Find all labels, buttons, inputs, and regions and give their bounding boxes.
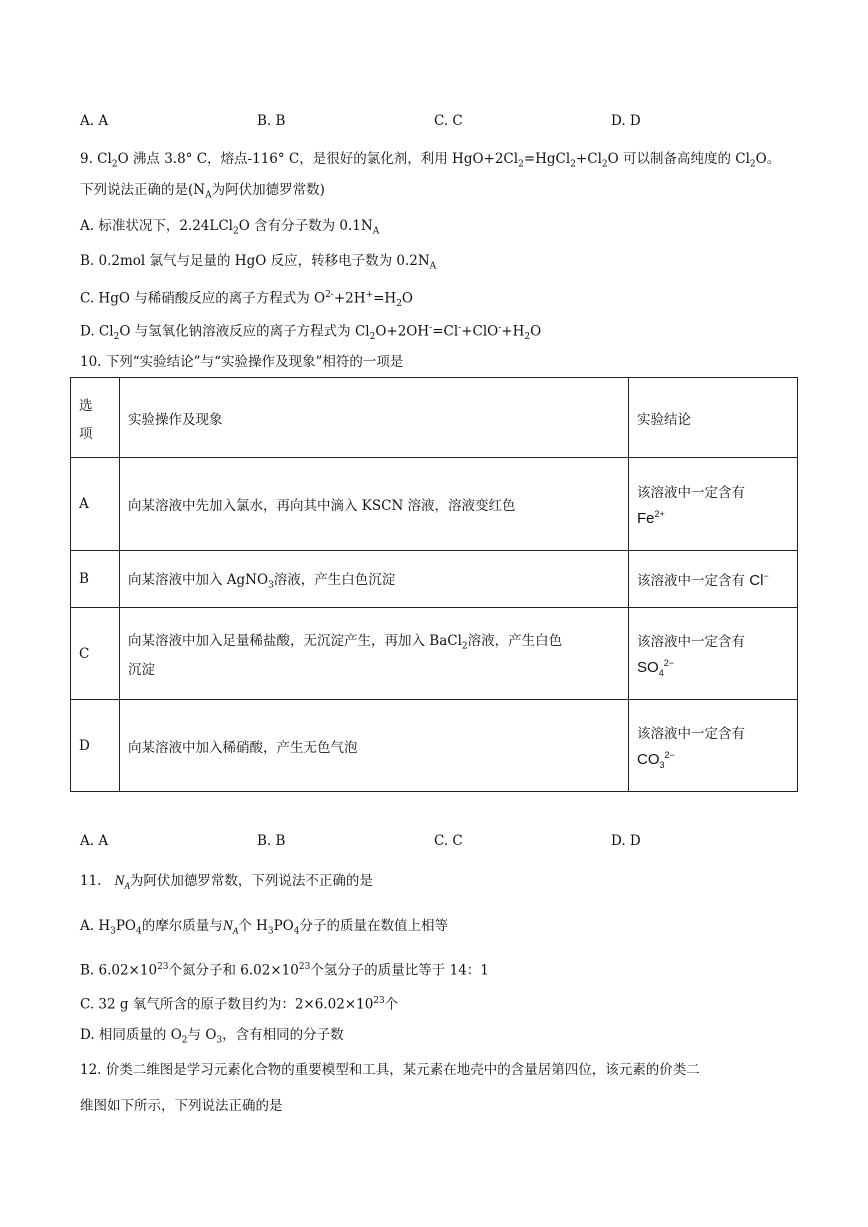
q12-stem-line1: 12. 价类二维图是学习元素化合物的重要模型和工具，某元素在地壳中的含量居第四位，该元素的价类二 xyxy=(80,1062,700,1078)
row-conclusion xyxy=(629,608,798,700)
row-option: A xyxy=(71,458,120,551)
table-row xyxy=(71,458,798,551)
conclusion-text: 该溶液中一定含有 xyxy=(637,725,745,742)
q10-stem: 10. 下列“实验结论”与“实验操作及现象”相符的一项是 xyxy=(80,354,404,370)
ion-formula: Cl− xyxy=(749,571,769,589)
q10-option-b: B. B xyxy=(257,833,286,849)
row-operation: 向某溶液中加入 AgNO$_3$溶液，产生白色沉淀 xyxy=(120,551,629,608)
operation-line2: 沉淀 xyxy=(128,661,155,678)
q10-option-c: C. C xyxy=(434,833,463,849)
row-conclusion xyxy=(629,700,798,792)
q9-option-d: D. $Cl_2O$ 与氢氧化钠溶液反应的离子方程式为 $Cl_2O+2OH^-=Cl^-+ClO^-+H_2O$ xyxy=(80,323,542,343)
header-option-char2: 项 xyxy=(79,425,93,442)
q8-options xyxy=(80,113,800,133)
table-row xyxy=(71,608,798,700)
table-row xyxy=(71,700,798,792)
q8-option-c: C. C xyxy=(434,113,463,129)
q9-stem-line2: 下列说法正确的是($N_A$为阿伏加德罗常数) xyxy=(80,182,325,201)
header-operation: 实验操作及现象 xyxy=(120,378,629,458)
row-operation: 向某溶液中先加入氯水，再向其中滴入 KSCN 溶液，溶液变红色 xyxy=(120,458,629,551)
na-symbol: $N_A$ xyxy=(114,873,130,891)
q9-stem-line1: 9. $Cl_2O$ 沸点 3.8° C，熔点-116° C，是很好的氯化剂，利用 $HgO+2Cl_2=HgCl_2+Cl_2O$ 可以制备高纯度的 $Cl_2O$。 xyxy=(80,151,781,170)
header-option xyxy=(71,378,120,458)
na-symbol: $N_A$ xyxy=(222,918,239,936)
row-conclusion xyxy=(629,551,798,608)
header-option-char1: 选 xyxy=(79,397,93,414)
row-option: D xyxy=(71,700,120,792)
header-conclusion: 实验结论 xyxy=(629,378,798,458)
ion-formula: $Fe^{2+}$ xyxy=(637,509,665,527)
q10-option-a: A. A xyxy=(80,833,109,849)
row-option: C xyxy=(71,608,120,700)
table-row xyxy=(71,551,798,608)
ion-formula: $SO_4^{2-}$ xyxy=(637,657,674,678)
row-conclusion xyxy=(629,458,798,551)
row-operation: 向某溶液中加入足量稀盐酸，无沉淀产生，再加入 BaCl$_2$溶液，产生白色 沉淀 xyxy=(120,608,629,700)
row-option: B xyxy=(71,551,120,608)
row-operation: 向某溶液中加入稀硝酸，产生无色气泡 xyxy=(120,700,629,792)
q9-option-a: A. 标准状况下，2.24LCl$_2$O 含有分子数为 $0.1N_A$ xyxy=(80,218,380,237)
q8-option-a: A. A xyxy=(80,113,109,129)
q11-option-b: B. $6.02\times 10^{23}$个氮分子和 $6.02\times 10^{23}$个氢分子的质量比等于 14：1 xyxy=(80,962,489,979)
conclusion-text: 该溶液中一定含有 xyxy=(637,485,745,501)
q10-options xyxy=(80,833,800,853)
q9-option-b: B. 0.2mol 氯气与足量的 HgO 反应，转移电子数为 $0.2N_A$ xyxy=(80,253,437,272)
q8-option-d: D. D xyxy=(611,113,641,129)
conclusion-text: 该溶液中一定含有 xyxy=(637,633,745,650)
q11-option-a: A. $H_3PO_4$的摩尔质量与$N_A$个 $H_3PO_4$分子的质量在数值上相等 xyxy=(80,918,448,937)
q11-option-d: D. 相同质量的 $O_2$与 $O_3$，含有相同的分子数 xyxy=(80,1027,344,1046)
q8-option-b: B. B xyxy=(257,113,286,129)
q11-stem: 11. $N_A$为阿伏加德罗常数，下列说法不正确的是 xyxy=(80,873,373,891)
ion-formula: $CO_3^{2-}$ xyxy=(637,749,675,770)
q11-option-c: C. 32 g 氧气所含的原子数目约为：$2\times 6.02\times 10^{23}$个 xyxy=(80,996,399,1013)
q10-option-d: D. D xyxy=(611,833,641,849)
table-header-row xyxy=(71,378,798,458)
q9-option-c: C. HgO 与稀硝酸反应的离子方程式为 $O^{2-}+2H^+=H_2O$ xyxy=(80,290,413,310)
q12-stem-line2: 维图如下所示，下列说法正确的是 xyxy=(80,1098,283,1114)
conclusion-text: 该溶液中一定含有 xyxy=(637,573,745,589)
experiment-table xyxy=(70,377,798,792)
